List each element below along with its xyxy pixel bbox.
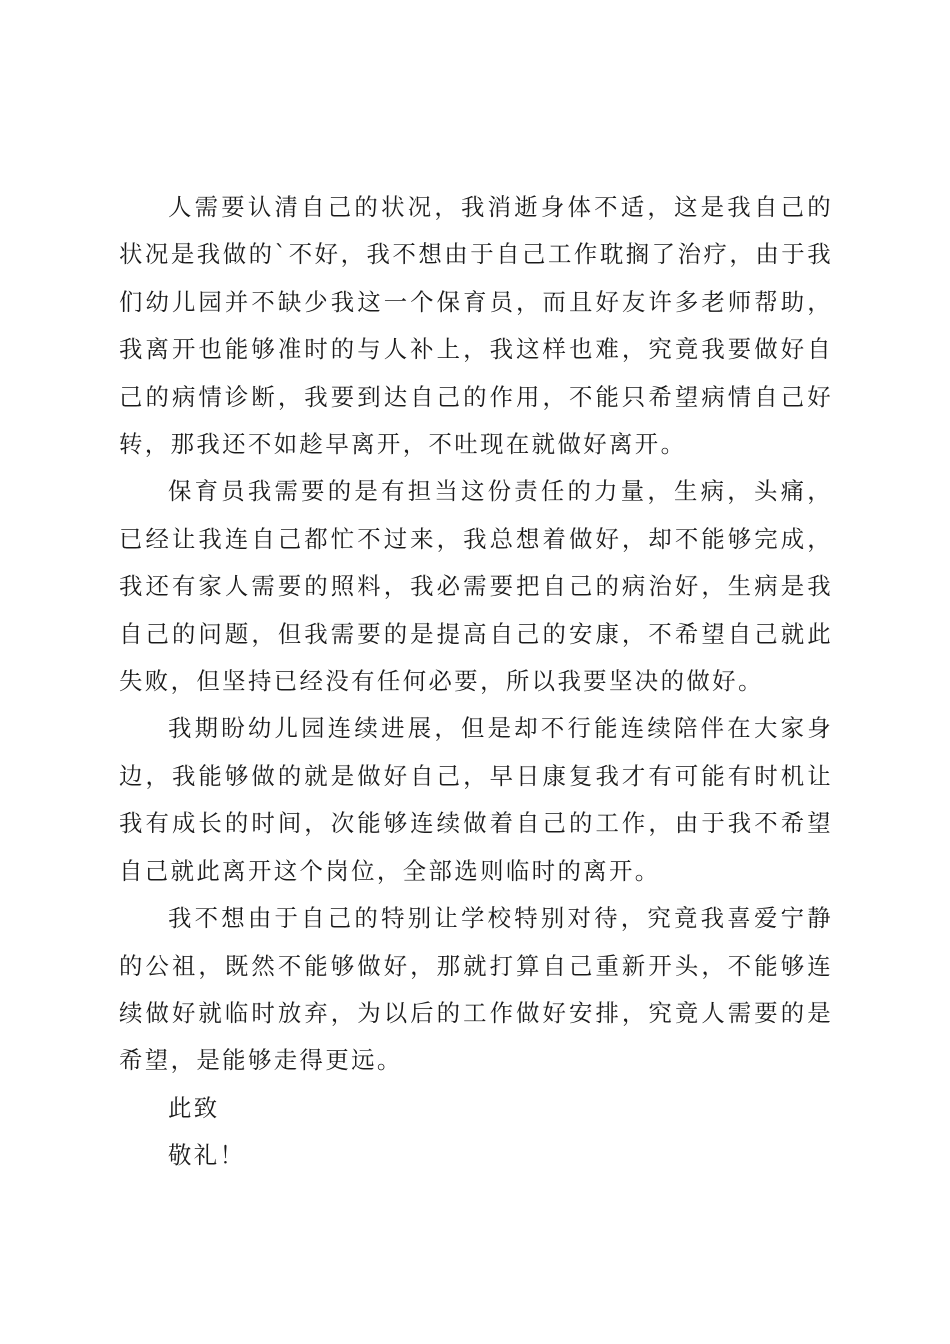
closing-salutation: 此致 [168,1093,220,1122]
paragraph-1: 人需要认清自己的状况，我消逝身体不适，这是我自己的状况是我做的`不好，我不想由于自己工作耽搁了治疗，由于我们幼儿园并不缺少我这一个保育员，而且好友许多老师帮助，我离开也能够准时的与人补上，我这样也难，究竟我要做好自己的病情诊断，我要到达自己的作用，不能只希望病情自己好转，那我还不如趁早离开，不吐现在就做好离开。 [119,193,833,459]
letter-body [119,184,833,1180]
paragraph-2: 保育员我需要的是有担当这份责任的力量，生病，头痛，已经让我连自己都忙不过来，我总想着做好，却不能够完成，我还有家人需要的照料，我必需要把自己的病治好，生病是我自己的问题，但我需要的是提高自己的安康，不希望自己就此失败，但坚持已经没有任何必要，所以我要坚决的做好。 [119,477,833,696]
paragraph-3: 我期盼幼儿园连续进展，但是却不行能连续陪伴在大家身边，我能够做的就是做好自己，早日康复我才有可能有时机让我有成长的时间，次能够连续做着自己的工作，由于我不希望自己就此离开这个岗位，全部选则临时的离开。 [119,714,833,885]
closing-regards: 敬礼！ [168,1141,246,1170]
paragraph-4: 我不想由于自己的特别让学校特别对待，究竟我喜爱宁静的公祖，既然不能够做好，那就打算自己重新开头，不能够连续做好就临时放弃，为以后的工作做好安排，究竟人需要的是希望，是能够走得更远。 [119,904,833,1075]
